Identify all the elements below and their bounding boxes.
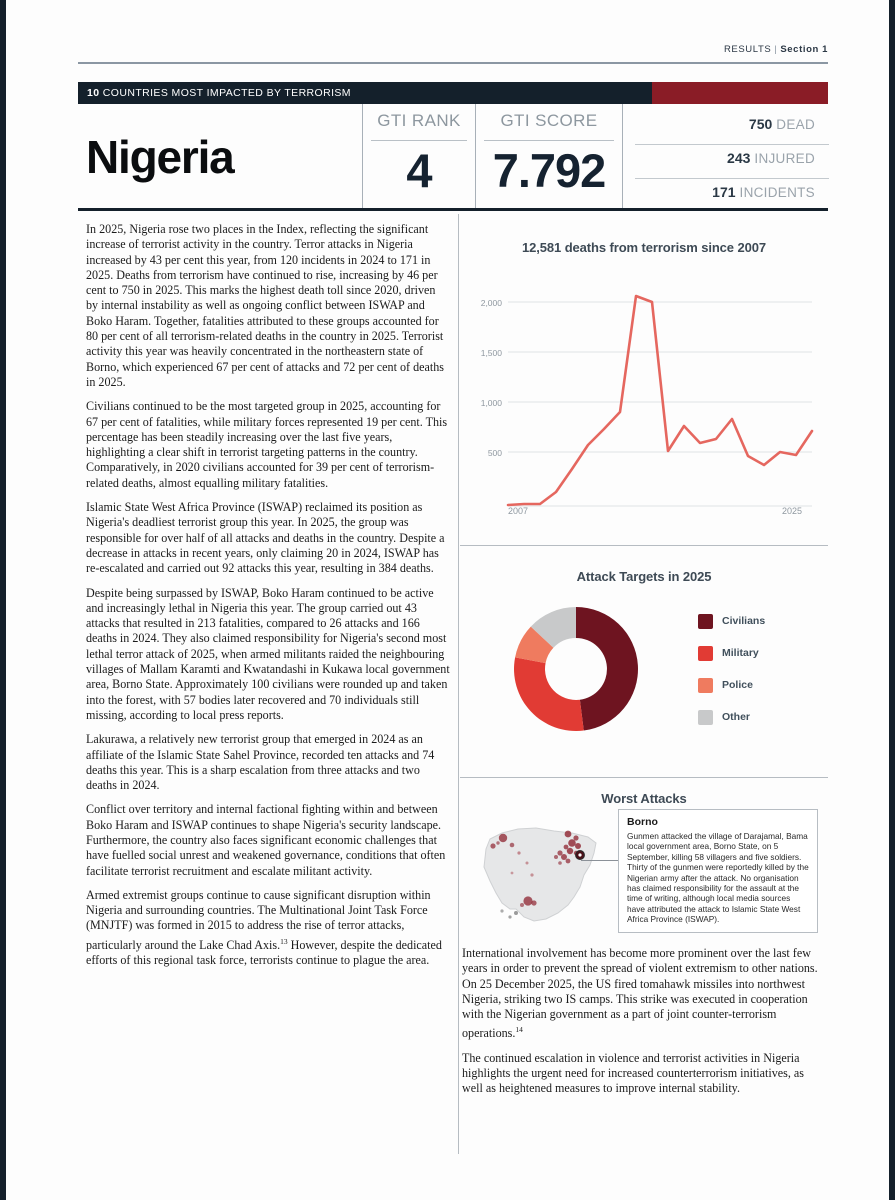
paragraph-text-before-footnote: Armed extremist groups continue to cause significant disruption within Nigeria and surrounding countries. The Multinational Joint Task Force (MNJTF) was formed in 2015 to address the rise of terror attacks, particularly around the Lake Chad Axis.: [86, 887, 431, 952]
article-right-column: [460, 214, 828, 1096]
stat-value-dead: 750: [748, 116, 773, 132]
running-header-section: Section 1: [780, 44, 828, 55]
banner-rank-text: COUNTRIES MOST IMPACTED BY TERRORISM: [99, 87, 351, 99]
paragraph: The continued escalation in violence and terrorist activities in Nigeria highlights the urgent need for increased counterterrorism initiatives, as well as heightened measures to improve internal stability.: [462, 1050, 804, 1096]
nigeria-incident-map: [472, 813, 612, 933]
deaths-line-chart: [460, 214, 828, 516]
paragraph-with-footnote: [86, 888, 450, 969]
legend-item-civilians: [698, 605, 765, 637]
worst-attack-callout: [618, 809, 818, 933]
stat-value-injured: 243: [727, 150, 751, 166]
paragraph: In 2025, Nigeria rose two places in the Index, reflecting the significant increase of terrorist activity in the country. Terror attacks in Nigeria increased by 43 per cent this year, from 120 incidents in 2024 to 171 in 2025. Deaths from terrorism have continued to rise, increasing by 46 per cent to 750 in 2025. This marks the highest death toll since 2020, driven by internal instability as well as ongoing conflict between ISWAP and Boko Haram. Together, fatalities attributed to these groups accounted for 80 per cent of all terrorism-related deaths in the country in 2025. Terrorist activity this year was heavily concentrated in the northeastern state of Borno, which experienced 67 per cent of attacks and 72 per cent of deaths in 2025.: [86, 222, 444, 389]
callout-leader-line: [581, 860, 618, 861]
gti-rank-value: 4: [406, 144, 432, 197]
gti-rank-divider: [371, 140, 467, 141]
stat-row: [623, 184, 829, 218]
line-chart-ytick: 1,000: [480, 398, 502, 408]
attack-targets-donut-chart: [460, 545, 828, 777]
line-chart-xtick-start: 2007: [508, 506, 529, 516]
paragraph-text-before-footnote: International involvement has become more prominent over the last few years in order to prevent the spread of violent extremism to other nations. On 25 December 2025, the US fired tomahawk missiles into northwest Nigeria, striking two IS camps. This strike was executed in cooperation with the Nigerian government as a part of joint counter-terrorism operations.: [462, 946, 818, 1041]
line-chart-series-deaths: [508, 296, 812, 505]
gti-rank-label: GTI RANK: [377, 111, 461, 130]
worst-attacks-panel: [460, 777, 828, 957]
line-chart-title: 12,581 deaths from terrorism since 2007: [522, 240, 766, 255]
callout-state-name: Borno: [627, 816, 658, 828]
stat-value-incidents: 171: [712, 184, 736, 200]
line-chart-xtick-end: 2025: [782, 506, 803, 516]
line-chart-ytick: 2,000: [480, 298, 502, 308]
legend-label-police: Police: [722, 679, 753, 691]
stat-divider: [635, 178, 829, 179]
legend-item-military: [698, 637, 765, 669]
worst-attacks-title: Worst Attacks: [601, 791, 687, 806]
gti-score-value: 7.792: [492, 144, 606, 197]
paragraph: Despite being surpassed by ISWAP, Boko Haram continued to be active and increasingly lethal in Nigeria this year. The group carried out 43 attacks that resulted in 213 fatalities, compared to 26 attacks and 166 deaths in 2024. They also claimed responsibility for Nigeria's second most lethal terror attack of 2025, when armed militants raided the neighbouring villages of Mallam Karamti and Kwatandashi in Kukawa local government area, Borno State. Approximately 100 civilians were rounded up and taken into the forest, with 57 bodies later recovered and 70 individuals still missing, according to local press reports.: [86, 585, 450, 722]
paragraph: Conflict over territory and internal factional fighting within and between Boko Haram and ISWAP continues to shape Nigeria's security landscape. Furthermore, the country also faces significant economic challenges that have fuelled social unrest and weakened governance, conditions that often facilitate terrorist recruitment and escalate militant activity.: [86, 802, 446, 878]
highlighted-incident-center: [578, 853, 581, 856]
page-edge-right: [889, 0, 895, 1200]
legend-label-other: Other: [722, 711, 751, 723]
paragraph-text-after-footnote: However, despite the dedicated efforts of this regional task force, terrorists continue to plague the area.: [86, 937, 442, 968]
donut-plot: [502, 595, 650, 743]
country-title-block: [78, 104, 828, 208]
footnote-marker: 13: [280, 936, 288, 946]
header-rule: [78, 62, 828, 64]
running-header-separator: |: [774, 44, 778, 55]
article-left-column: [86, 222, 450, 977]
section-banner: [78, 82, 828, 104]
line-chart-ytick: 500: [487, 448, 502, 458]
gti-score-label: GTI SCORE: [500, 111, 598, 130]
legend-label-military: Military: [722, 647, 759, 659]
nigeria-outline: [484, 828, 596, 921]
right-column-bottom-text: [462, 946, 820, 1106]
gti-score-panel: [475, 104, 622, 208]
line-chart-plot: [460, 262, 828, 510]
running-header-left: RESULTS: [723, 44, 772, 55]
legend-item-other: [698, 701, 765, 733]
banner-label: [87, 87, 351, 99]
paragraph-with-footnote: [462, 946, 820, 1042]
page-edge-left: [0, 0, 6, 1200]
banner-red-block: [652, 82, 828, 104]
footnote-marker: 14: [515, 1025, 523, 1035]
stat-label-dead: DEAD: [776, 117, 815, 132]
donut-legend: [698, 605, 765, 733]
donut-slice-civilians: [576, 607, 638, 731]
paragraph: Lakurawa, a relatively new terrorist group that emerged in 2024 as an affiliate of the Islamic State Sahel Province, recorded ten attacks and 74 deaths this year. This is a sharp escalation from three attacks and two deaths in 2024.: [86, 732, 435, 793]
callout-description: Gunmen attacked the village of Darajamal, Bama local government area, Borno State, on 5 September, killing 58 villagers and five soldiers. Thirty of the gunmen were reportedly killed by the Nigerian army after the attack. No organisation has claimed responsibility for the assault at the time of writing, although local media sources have attributed the attack to Islamic State West Africa Province (ISWAP).: [627, 831, 809, 925]
stat-label-incidents: INCIDENTS: [739, 185, 815, 200]
donut-chart-title: Attack Targets in 2025: [576, 569, 712, 584]
gti-score-divider: [484, 140, 614, 141]
title-bottom-rule: [78, 208, 828, 211]
running-header: [724, 44, 828, 55]
legend-label-civilians: Civilians: [722, 615, 766, 627]
legend-swatch-other: [698, 710, 713, 725]
stat-label-injured: INJURED: [754, 151, 815, 166]
donut-slice-military: [514, 657, 584, 731]
column-divider: [458, 214, 459, 1154]
casualty-stats-panel: [622, 104, 828, 208]
paragraph: Islamic State West Africa Province (ISWAP) reclaimed its position as Nigeria's deadliest terrorist group this year. In 2025, the group was responsible for over half of all attacks and deaths in the country. Despite a decrease in attacks in recent years, only claiming 20 in 2024, ISWAP has re-escalated and carried out 92 attacks this year, resulting in 384 deaths.: [86, 500, 445, 576]
legend-item-police: [698, 669, 765, 701]
line-chart-ytick: 1,500: [480, 348, 502, 358]
stat-divider: [635, 144, 829, 145]
page-title: Nigeria: [86, 131, 234, 183]
gti-rank-panel: [362, 104, 475, 208]
legend-swatch-civilians: [698, 614, 713, 629]
page-content: [78, 0, 828, 1200]
legend-swatch-police: [698, 678, 713, 693]
banner-rank-number: 10: [87, 87, 100, 99]
paragraph: Civilians continued to be the most targeted group in 2025, accounting for 67 per cent of fatalities, while military forces represented 19 per cent. This percentage has been steadily increasing over the last five years, highlighting a clear shift in terrorist targeting patterns in the country. Comparatively, in 2020 civilians accounted for 39 per cent of terrorism-related deaths, almost equalling military fatalities.: [86, 399, 448, 490]
legend-swatch-military: [698, 646, 713, 661]
